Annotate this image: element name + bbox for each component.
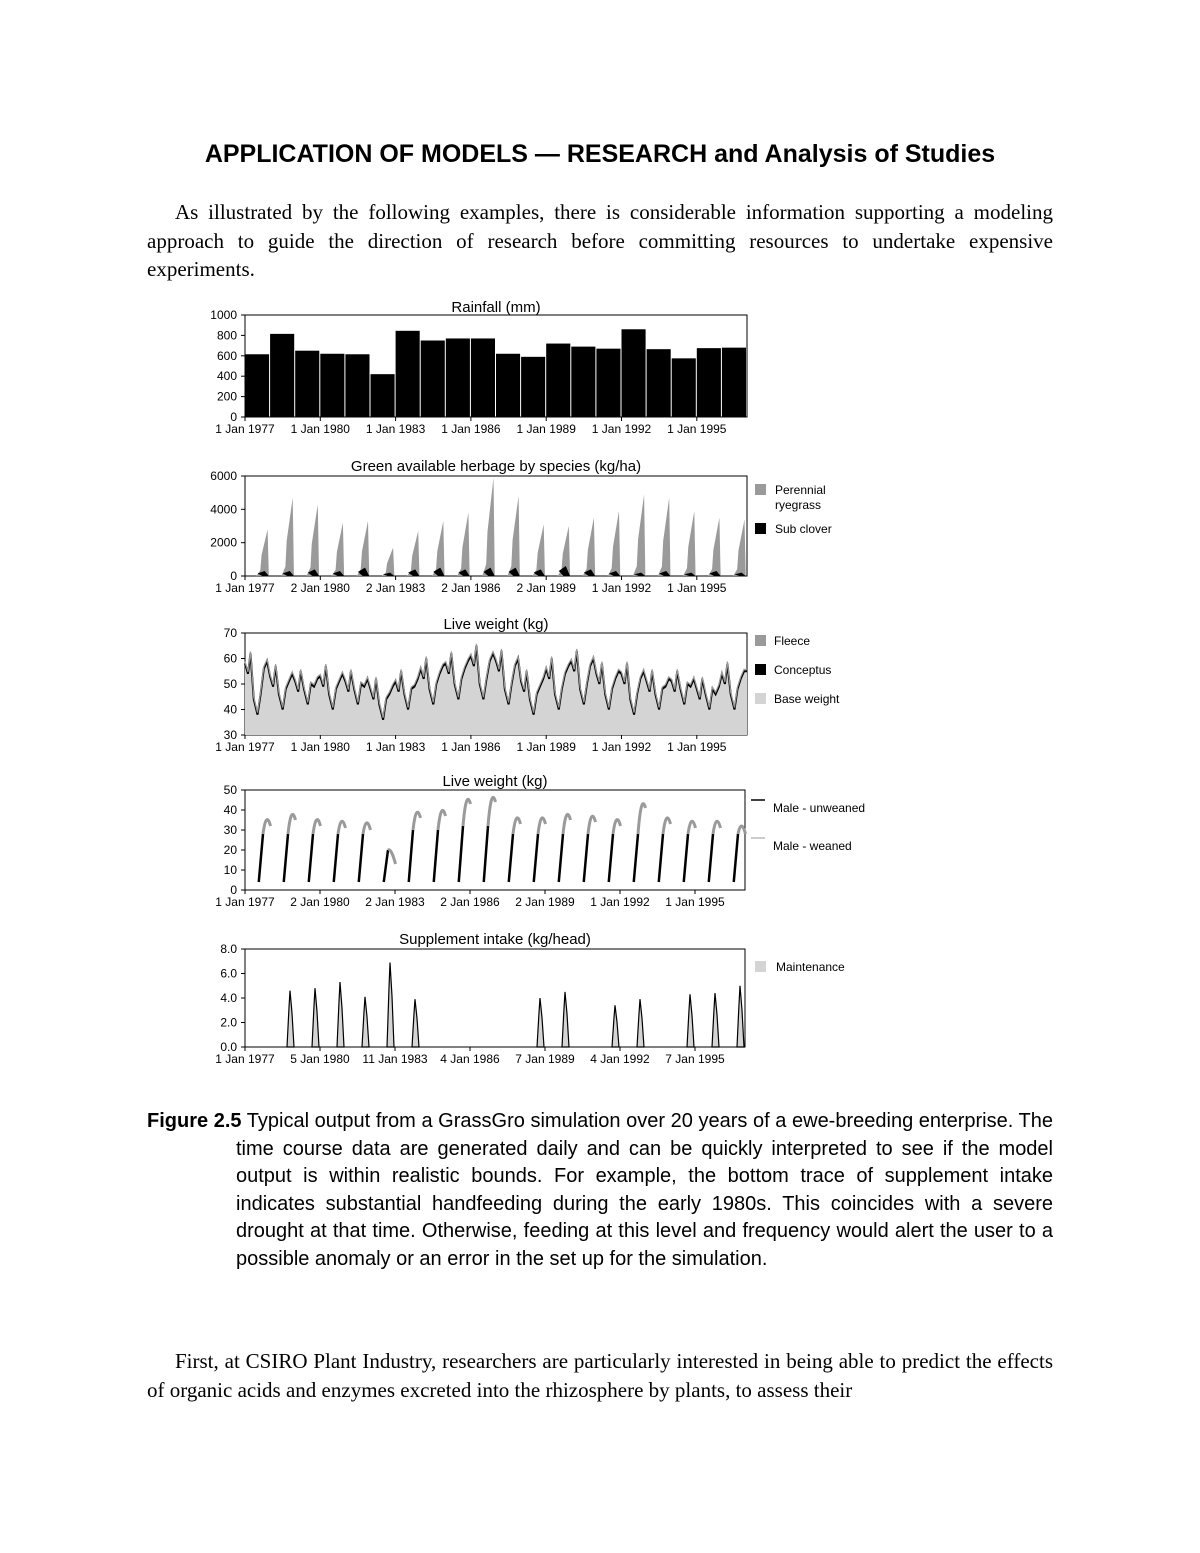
- y-tick-label: 1000: [210, 308, 237, 322]
- weaned-line: [463, 799, 471, 826]
- x-tick-label: 7 Jan 1989: [515, 1052, 575, 1066]
- supplement-spike: [287, 991, 294, 1047]
- unweaned-line: [259, 834, 263, 882]
- x-tick-label: 1 Jan 1995: [665, 895, 725, 909]
- figure-panels: [140, 290, 900, 1080]
- grassgro-figure: [140, 290, 900, 1080]
- unweaned-line: [584, 834, 588, 882]
- rainfall-bar: [697, 348, 721, 417]
- unweaned-line: [334, 834, 338, 882]
- x-tick-label: 11 Jan 1983: [362, 1052, 428, 1066]
- unweaned-line: [609, 834, 613, 882]
- rainfall-bar: [596, 349, 620, 417]
- x-tick-label: 1 Jan 1977: [215, 740, 275, 754]
- y-tick-label: 40: [223, 702, 237, 717]
- x-tick-label: 1 Jan 1989: [516, 422, 576, 436]
- y-tick-label: 20: [223, 843, 237, 857]
- x-tick-label: 2 Jan 1983: [365, 895, 425, 909]
- legend-swatch: [755, 484, 766, 495]
- weaned-line: [338, 821, 346, 834]
- unweaned-line: [734, 834, 738, 882]
- plot-frame-5: [245, 949, 745, 1047]
- weaned-line: [288, 814, 296, 834]
- x-tick-label: 1 Jan 1980: [290, 422, 350, 436]
- rainfall-bar: [421, 341, 445, 418]
- chart-title: Live weight (kg): [443, 616, 549, 633]
- unweaned-line: [384, 850, 388, 882]
- weaned-line: [488, 797, 496, 826]
- y-tick-label: 0.0: [220, 1040, 237, 1054]
- x-tick-label: 1 Jan 1983: [365, 422, 426, 436]
- ryegrass-area: [432, 521, 445, 576]
- y-tick-label: 0: [230, 410, 237, 424]
- x-tick-label: 2 Jan 1980: [290, 581, 350, 595]
- ryegrass-area: [708, 518, 721, 576]
- ryegrass-area: [332, 523, 345, 576]
- weaned-line: [738, 826, 746, 834]
- supplement-spike: [537, 998, 544, 1047]
- weaned-line: [688, 821, 696, 834]
- weaned-line: [713, 821, 721, 834]
- y-tick-label: 0: [230, 883, 237, 897]
- unweaned-line: [684, 834, 688, 882]
- rainfall-bar: [320, 354, 344, 417]
- legend-label: Conceptus: [774, 663, 832, 677]
- x-tick-label: 1 Jan 1992: [591, 422, 652, 436]
- y-tick-label: 10: [223, 863, 237, 877]
- x-tick-label: 1 Jan 1992: [591, 581, 652, 595]
- supplement-spike: [412, 999, 419, 1047]
- chart-title: Live weight (kg): [442, 773, 548, 790]
- legend-swatch: [755, 635, 766, 646]
- y-tick-label: 800: [216, 328, 237, 343]
- ryegrass-area: [256, 529, 269, 576]
- unweaned-line: [634, 834, 638, 882]
- y-tick-label: 200: [216, 389, 237, 404]
- y-tick-label: 70: [223, 626, 237, 640]
- y-tick-label: 600: [216, 348, 237, 363]
- rainfall-bar: [647, 349, 671, 417]
- unweaned-line: [659, 834, 663, 882]
- ryegrass-area: [532, 524, 545, 576]
- supplement-spike: [312, 988, 319, 1047]
- caption-text: Typical output from a GrassGro simulation over 20 years of a ewe-breeding enterprise. The time course data are generated daily and can be quickly interpreted to see if the model output is within realistic bounds. For example, the bottom trace of supplement intake indicates substantial handfeeding during the early 1980s. This coincides with a severe drought at that time. Otherwise, feeding at this level and frequency would alert the user to a possible anomaly or an error in the set up for the simulation.: [236, 1110, 1053, 1270]
- rainfall-bar: [345, 354, 369, 417]
- chart-title: Supplement intake (kg/head): [399, 931, 591, 948]
- rainfall-bar: [396, 331, 420, 417]
- supplement-spike: [687, 994, 694, 1047]
- x-tick-label: 1 Jan 1977: [215, 422, 275, 436]
- legend-label: Fleece: [774, 634, 811, 648]
- x-tick-label: 2 Jan 1989: [516, 581, 576, 595]
- ryegrass-area: [683, 511, 696, 576]
- x-tick-label: 1 Jan 1995: [667, 422, 727, 436]
- x-tick-label: 2 Jan 1986: [441, 581, 501, 595]
- weaned-line: [438, 810, 446, 830]
- ryegrass-area: [633, 494, 646, 576]
- supplement-spike: [562, 992, 569, 1047]
- y-tick-label: 60: [223, 651, 237, 666]
- unweaned-line: [709, 834, 713, 882]
- legend-label: Perennial: [775, 483, 826, 497]
- x-tick-label: 1 Jan 1977: [215, 1052, 275, 1066]
- legend-label: Maintenance: [776, 960, 845, 974]
- rainfall-bar: [672, 358, 696, 417]
- rainfall-bar: [471, 338, 495, 417]
- legend-swatch: [755, 961, 766, 972]
- weaned-line: [263, 820, 271, 834]
- ryegrass-area: [482, 478, 495, 576]
- x-tick-label: 4 Jan 1986: [440, 1052, 500, 1066]
- supplement-spike: [337, 982, 344, 1047]
- ryegrass-area: [407, 531, 420, 576]
- weaned-line: [513, 818, 521, 834]
- rainfall-bar: [245, 354, 269, 417]
- x-tick-label: 4 Jan 1992: [590, 1052, 650, 1066]
- y-tick-label: 4.0: [220, 991, 237, 1005]
- unweaned-line: [409, 830, 413, 882]
- rainfall-bar: [571, 347, 595, 417]
- x-tick-label: 1 Jan 1989: [516, 740, 576, 754]
- x-tick-label: 2 Jan 1989: [515, 895, 575, 909]
- rainfall-bar: [295, 351, 319, 417]
- y-tick-label: 0: [230, 569, 237, 583]
- ryegrass-area: [583, 518, 596, 576]
- unweaned-line: [509, 834, 513, 882]
- plot-frame-2: [245, 476, 747, 576]
- y-tick-label: 40: [223, 803, 237, 817]
- y-tick-label: 4000: [210, 502, 237, 517]
- y-tick-label: 30: [223, 728, 237, 742]
- legend-label: Base weight: [774, 692, 840, 706]
- x-tick-label: 1 Jan 1992: [590, 895, 650, 909]
- ryegrass-area: [507, 496, 520, 576]
- unweaned-line: [359, 834, 363, 882]
- unweaned-line: [484, 826, 488, 882]
- rainfall-bar: [546, 344, 570, 417]
- weaned-line: [613, 820, 621, 834]
- y-tick-label: 400: [216, 369, 237, 384]
- rainfall-bar: [521, 357, 545, 417]
- legend-swatch: [755, 664, 766, 675]
- page-heading: APPLICATION OF MODELS — RESEARCH and Analysis of Studies: [204, 140, 996, 168]
- unweaned-line: [534, 834, 538, 882]
- x-tick-label: 1 Jan 1995: [667, 740, 727, 754]
- ryegrass-area: [457, 513, 470, 576]
- ryegrass-area: [306, 504, 319, 576]
- y-tick-label: 50: [223, 677, 237, 691]
- weaned-line: [413, 812, 421, 830]
- x-tick-label: 1 Jan 1995: [667, 581, 727, 595]
- x-tick-label: 7 Jan 1995: [665, 1052, 725, 1066]
- supplement-spike: [712, 993, 719, 1047]
- body-paragraph: First, at CSIRO Plant Industry, researchers are particularly interested in being able to predict the effects of organic acids and enzymes excreted into the rhizosphere by plants, to assess their: [147, 1349, 1053, 1402]
- rainfall-bar: [371, 374, 395, 417]
- unweaned-line: [559, 834, 563, 882]
- supplement-spike: [387, 962, 394, 1047]
- supplement-spike: [637, 999, 644, 1047]
- y-tick-label: 6000: [210, 469, 237, 483]
- unweaned-line: [284, 834, 288, 882]
- unweaned-line: [434, 830, 438, 882]
- legend-swatch: [755, 693, 766, 704]
- ryegrass-area: [281, 498, 294, 576]
- caption-label: Figure 2.5: [147, 1110, 242, 1132]
- rainfall-bar: [446, 338, 470, 417]
- plot-frame-4: [245, 790, 745, 890]
- x-tick-label: 1 Jan 1983: [365, 740, 426, 754]
- legend-swatch: [755, 523, 766, 534]
- y-tick-label: 50: [223, 783, 237, 797]
- y-tick-label: 2.0: [220, 1015, 237, 1030]
- rainfall-bar: [496, 354, 520, 417]
- weaned-line: [363, 823, 371, 834]
- chart-title: Green available herbage by species (kg/ha): [350, 458, 642, 475]
- supplement-spike: [737, 986, 744, 1047]
- weaned-line: [663, 818, 671, 834]
- y-tick-label: 2000: [210, 535, 237, 550]
- y-tick-label: 30: [223, 823, 237, 837]
- legend-label: Male - unweaned: [773, 801, 866, 815]
- unweaned-line: [459, 826, 463, 882]
- x-tick-label: 5 Jan 1980: [290, 1052, 350, 1066]
- weaned-line: [588, 816, 596, 834]
- x-tick-label: 1 Jan 1977: [215, 581, 275, 595]
- figure-caption: [147, 1108, 1053, 1273]
- ryegrass-area: [733, 519, 746, 576]
- weaned-line: [563, 814, 571, 834]
- x-tick-label: 2 Jan 1980: [290, 895, 350, 909]
- rainfall-bar: [622, 329, 646, 417]
- x-tick-label: 2 Jan 1986: [440, 895, 500, 909]
- intro-paragraph: As illustrated by the following examples, there is considerable information supporting a modeling approach to guide the direction of research before committing resources to undertake expensive experiments.: [147, 200, 1053, 281]
- weaned-line: [388, 850, 396, 864]
- rainfall-bar: [722, 348, 746, 417]
- unweaned-line: [309, 834, 313, 882]
- ryegrass-area: [357, 521, 370, 576]
- x-tick-label: 1 Jan 1986: [441, 740, 501, 754]
- x-tick-label: 2 Jan 1983: [365, 581, 426, 595]
- x-tick-label: 1 Jan 1977: [215, 895, 275, 909]
- ryegrass-area: [382, 548, 395, 576]
- rainfall-bar: [270, 334, 294, 417]
- legend-label: Sub clover: [775, 522, 832, 536]
- supplement-spike: [612, 1005, 619, 1047]
- y-tick-label: 6.0: [220, 966, 237, 981]
- ryegrass-area: [658, 498, 671, 576]
- x-tick-label: 1 Jan 1980: [290, 740, 350, 754]
- weaned-line: [638, 804, 646, 834]
- legend-label: ryegrass: [775, 498, 822, 512]
- ryegrass-area: [608, 511, 621, 576]
- x-tick-label: 1 Jan 1986: [441, 422, 501, 436]
- supplement-spike: [362, 997, 369, 1047]
- x-tick-label: 1 Jan 1992: [591, 740, 652, 754]
- weaned-line: [538, 818, 546, 834]
- y-tick-label: 8.0: [220, 942, 237, 956]
- chart-title: Rainfall (mm): [451, 299, 541, 316]
- weaned-line: [313, 820, 321, 834]
- legend-label: Male - weaned: [773, 839, 852, 853]
